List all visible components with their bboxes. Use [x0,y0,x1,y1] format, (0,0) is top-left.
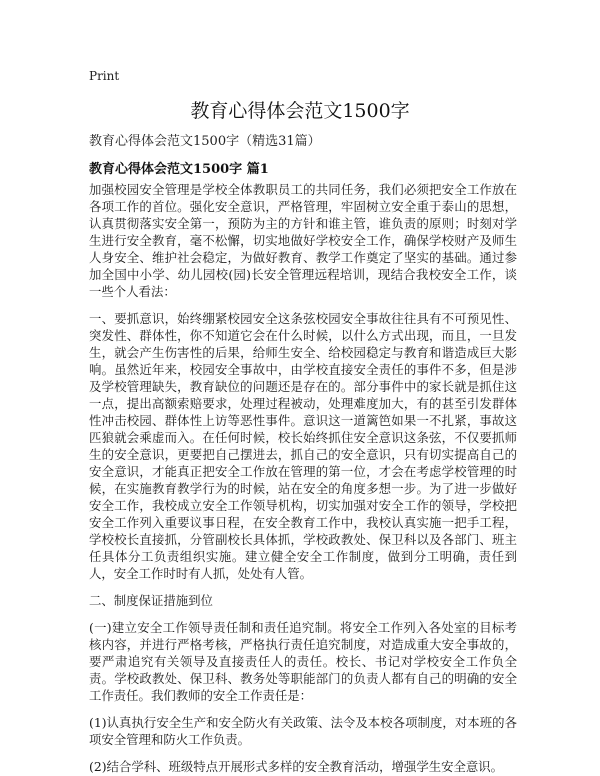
paragraph-responsibility: (一)建立安全工作领导责任制和责任追究制。将安全工作列入各处室的目标考核内容，并进行严格考核，严格执行责任追究制度，对造成重大安全事故的，要严肃追究有关领导及直接责任人的责任。校长、书记对学校安全工作负全责。学校政教处、保卫科、教务处等职能部门的负责人都有自己的明确的安全工作责任。我们教师的安全工作责任是： [89,620,517,703]
paragraph-awareness: 一、要抓意识，始终绷紧校园安全这条弦校园安全事故往往具有不可预见性、突发性、群体性，你不知道它会在什么时候，以什么方式出现，而且，一旦发生，就会产生伤害性的后果，给师生安全、给校园稳定与教育和谐造成巨大影响。虽然近年来，校园安全事故中，由学校直接安全责任的事件不多，但是涉及学校管理缺失，教育缺位的问题还是存在的。部分事件中的家长就是抓住这一点，提出高额索赔要求，处理过程被动，处理难度加大，有的甚至引发群体性冲击校园、群体性上访等恶性事件。意识这一道篱笆如果一不扎紧，事故这匹狼就会乘虚而入。在任何时候，校长始终抓住安全意识这条弦，不仅要抓师生的安全意识，更要把自己摆进去，抓自己的安全意识，只有切实提高自己的安全意识，才能真正把安全工作放在管理的第一位，才会在考虑学校管理的时候，在实施教育教学行为的时候，站在安全的角度多想一步。为了进一步做好安全工作，我校成立安全工作领导机构，切实加强对安全工作的领导，学校把安全工作列入重要议事日程，在安全教育工作中，我校认真实施一把手工程，学校校长直接抓，分管副校长具体抓，学校政教处、保卫科以及各部门、班主任具体分工负责组织实施。建立健全安全工作制度，做到分工明确，责任到人，安全工作时时有人抓，处处有人管。 [89,311,517,581]
document-body [89,181,517,776]
document-subtitle: 教育心得体会范文1500字（精选31篇） [89,134,321,149]
paragraph-intro: 加强校园安全管理是学校全体教职员工的共同任务，我们必须把安全工作放在各项工作的首位。强化安全意识，严格管理，牢固树立安全重于泰山的思想，认真贯彻落实安全第一，预防为主的方针和谁主管，谁负责的原则；时刻对学生进行安全教育，毫不松懈，切实地做好学校安全工作，确保学校财产及师生人身安全、维护社会稳定，为做好教育、教学工作奠定了坚实的基础。通过参加全国中小学、幼儿园校(园)长安全管理远程培训，现结合我校安全工作，谈一些个人看法： [89,182,517,299]
section-heading: 教育心得体会范文1500字 篇1 [89,162,269,177]
document-title: 教育心得体会范文1500字 [190,100,410,122]
paragraph-item-1: (1)认真执行安全生产和安全防火有关政策、法令及本校各项制度，对本班的各项安全管理和防火工作负责。 [89,715,517,747]
paragraph-item-2: (2)结合学科、班级特点开展形式多样的安全教育活动，增强学生安全意识。 [89,759,504,774]
print-label[interactable]: Print [89,69,120,83]
paragraph-heading-system: 二、制度保证措施到位 [89,593,213,608]
